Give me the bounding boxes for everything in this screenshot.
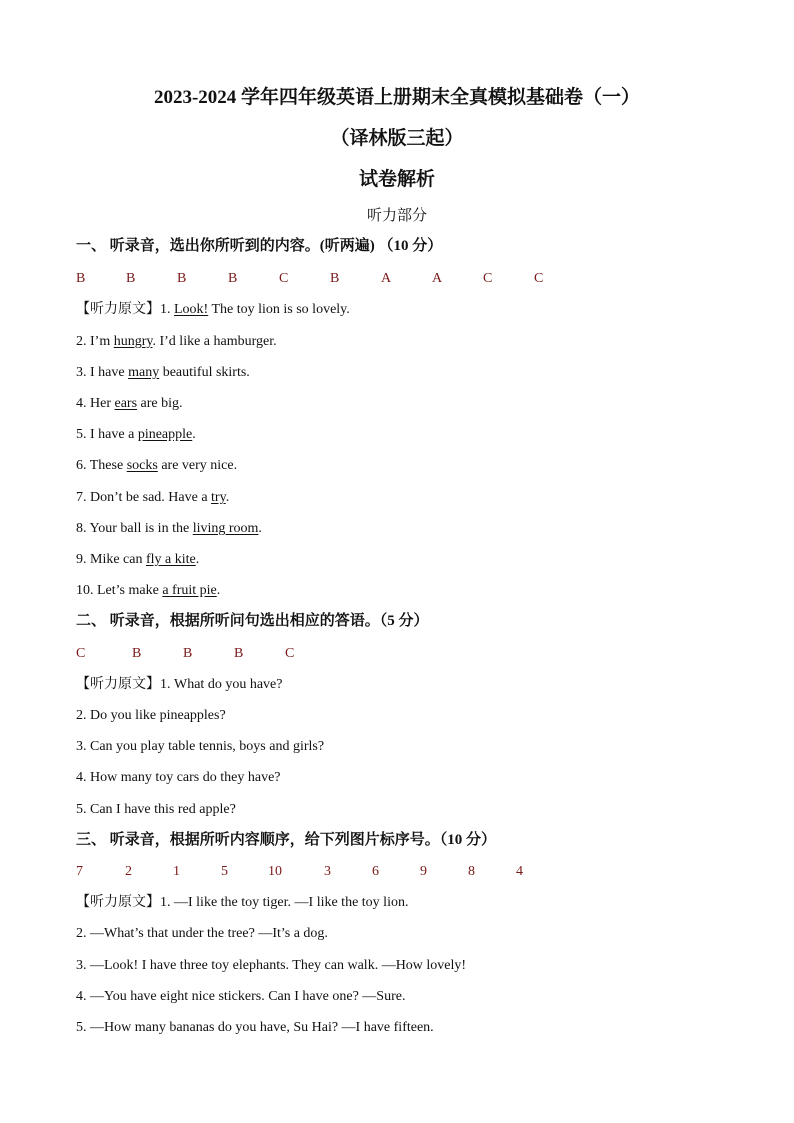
answer: C (285, 646, 295, 661)
transcript-tag: 【听力原文】 (76, 302, 160, 317)
transcript-line: 2. —What’s that under the tree? —It’s a dog. (76, 926, 328, 941)
transcript-tag: 【听力原文】 (76, 895, 160, 910)
analysis-heading: 试卷解析 (358, 169, 435, 190)
answer: 10 (268, 864, 282, 879)
text: are big. (137, 396, 183, 411)
text: The toy lion is so lovely. (208, 302, 350, 317)
transcript-line: 3. Can you play table tennis, boys and girls? (76, 739, 325, 754)
underlined-word: fly a kite (145, 552, 196, 567)
answer: 6 (372, 864, 379, 879)
answer: C (76, 646, 86, 661)
answer: 2 (125, 864, 132, 879)
text: 3. I have (76, 365, 129, 380)
answer: B (183, 646, 193, 661)
text: 8. Your ball is in the (76, 521, 193, 536)
answer: 4 (516, 864, 523, 879)
transcript-line: 4. How many toy cars do they have? (76, 770, 281, 785)
transcript-line (76, 520, 262, 538)
underlined-word: hungry (113, 334, 153, 349)
text: 5. I have a (76, 427, 138, 442)
answer: B (132, 646, 142, 661)
text: . (216, 583, 221, 598)
listening-part-label: 听力部分 (366, 208, 427, 224)
text: . (195, 552, 200, 567)
answer: B (126, 271, 136, 286)
text: 9. Mike can (76, 552, 146, 567)
text: 4. Her (76, 396, 115, 411)
answer: 8 (468, 864, 475, 879)
section-1-title: 一、 听录音，选出你所听到的内容。(听两遍) （10 分） (76, 238, 443, 254)
transcript-line (76, 301, 350, 319)
answer: C (483, 271, 493, 286)
page-title: 2023-2024 学年四年级英语上册期末全真模拟基础卷（一） (153, 87, 641, 108)
text: 7. Don’t be sad. Have a (76, 490, 212, 505)
transcript-line: 5. Can I have this red apple? (76, 802, 236, 817)
answer: B (234, 646, 244, 661)
underlined-word: pineapple (137, 427, 193, 442)
transcript-line (76, 676, 282, 694)
answer: 9 (420, 864, 427, 879)
underlined-word: many (128, 365, 160, 380)
transcript-line (76, 582, 220, 600)
transcript-line (76, 457, 237, 475)
answer: A (432, 271, 443, 286)
transcript-line (76, 894, 408, 912)
answer: B (177, 271, 187, 286)
underlined-word: living room (192, 521, 259, 536)
transcript-line: 3. —Look! I have three toy elephants. They can walk. —How lovely! (76, 958, 467, 973)
transcript-line: 5. —How many bananas do you have, Su Hai? —I have fifteen. (76, 1020, 434, 1035)
page-subtitle: （译林版三起） (330, 128, 464, 149)
transcript-line (76, 551, 199, 569)
underlined-word: try (211, 490, 226, 505)
transcript-line: 4. —You have eight nice stickers. Can I have one? —Sure. (76, 989, 406, 1004)
answer: 1 (173, 864, 180, 879)
underlined-word: socks (126, 458, 158, 473)
answer: B (228, 271, 238, 286)
transcript-line: 2. Do you like pineapples? (76, 708, 226, 723)
text: 10. Let’s make (76, 583, 163, 598)
underlined-word: Look! (174, 302, 209, 317)
answer: 5 (221, 864, 228, 879)
text: beautiful skirts. (159, 365, 250, 380)
transcript-line (76, 426, 196, 444)
text: 1. (160, 302, 174, 317)
text: 2. I’m (76, 334, 114, 349)
answer: C (534, 271, 544, 286)
text: . I’d like a hamburger. (152, 334, 277, 349)
answer: 3 (324, 864, 331, 879)
answer: C (279, 271, 289, 286)
text: 1. —I like the toy tiger. —I like the toy lion. (160, 895, 409, 910)
answer: 7 (76, 864, 83, 879)
section-2-title: 二、 听录音，根据所听问句选出相应的答语。（5 分） (76, 613, 429, 629)
answer: B (76, 271, 86, 286)
answer: A (381, 271, 392, 286)
transcript-line (76, 364, 250, 382)
transcript-line (76, 395, 183, 413)
transcript-line (76, 489, 229, 507)
text: are very nice. (157, 458, 238, 473)
underlined-word: ears (114, 396, 138, 411)
transcript-line (76, 333, 277, 351)
transcript-tag: 【听力原文】 (76, 677, 160, 692)
section-3-title: 三、 听录音，根据所听内容顺序，给下列图片标序号。（10 分） (76, 832, 497, 848)
text: . (192, 427, 196, 442)
text: 1. What do you have? (160, 677, 283, 692)
text: . (258, 521, 262, 536)
underlined-word: a fruit pie (162, 583, 217, 598)
answer: B (330, 271, 340, 286)
text: . (225, 490, 230, 505)
text: 6. These (76, 458, 127, 473)
